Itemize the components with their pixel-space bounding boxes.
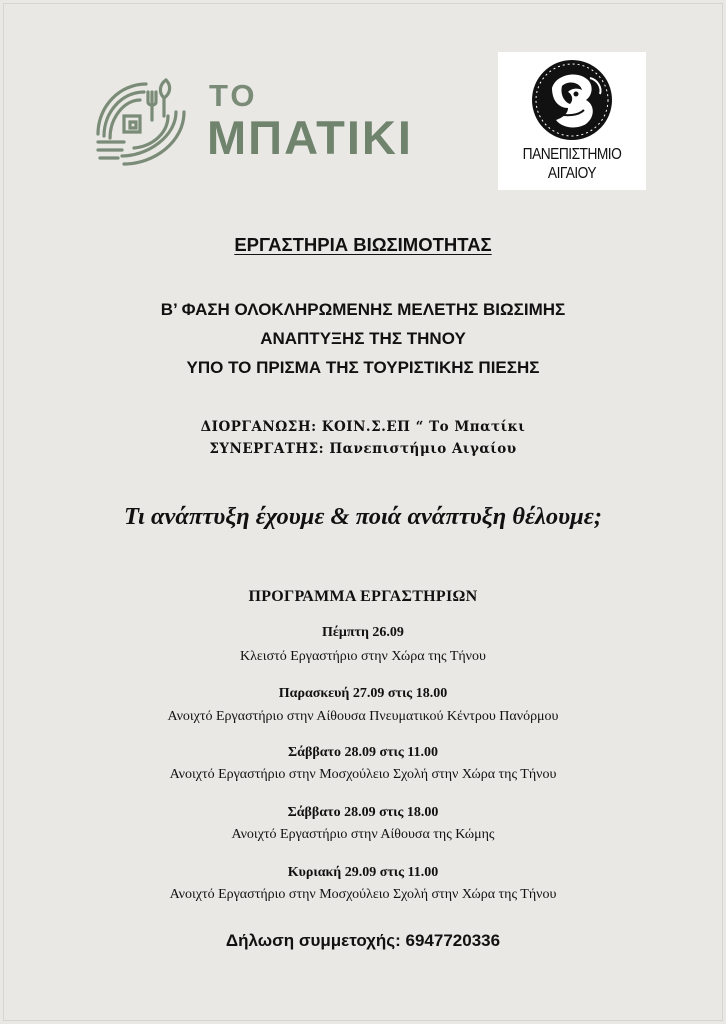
session-description: Ανοιχτό Εργαστήριο στην Αίθουσα της Κώμης [231,827,495,842]
session-date: Σάββατο 28.09 στις 18.00 [287,805,439,820]
session-date: Σάββατο 28.09 στις 11.00 [287,745,439,760]
university-logo-line2: ΑΙΓΑΙΟΥ [547,165,597,182]
phase-line-2: ΑΝΑΠΤΥΞΗΣ ΤΗΣ ΤΗΝΟΥ [260,329,466,348]
main-title: ΕΡΓΑΣΤΗΡΙΑ ΒΙΩΣΙΜΟΤΗΤΑΣ [234,234,492,255]
session-date: Παρασκευή 27.09 στις 18.00 [278,686,448,701]
headline-question: Τι ανάπτυξη έχουμε & ποιά ανάπτυξη θέλουμε; [123,503,602,530]
session-date: Κυριακή 29.09 στις 11.00 [287,865,439,880]
partner-line: ΣΥΝΕΡΓΑΤΗΣ: Πανεπιστήμιο Αιγαίου [209,441,517,457]
university-logo-line1: ΠΑΝΕΠΙΣΤΗΜΙΟ [522,146,622,163]
organizer-line: ΔΙΟΡΓΑΝΩΣΗ: ΚΟΙΝ.Σ.ΕΠ “ Το Μπατίκι [200,419,526,435]
registration-phone: Δήλωση συμμετοχής: 6947720336 [225,931,501,950]
phase-line-3: ΥΠΟ ΤΟ ΠΡΙΣΜΑ ΤΗΣ ΤΟΥΡΙΣΤΙΚΗΣ ΠΙΕΣΗΣ [186,358,540,377]
phase-line-1: Β’ ΦΑΣΗ ΟΛΟΚΛΗΡΩΜΕΝΗΣ ΜΕΛΕΤΗΣ ΒΙΩΣΙΜΗΣ [160,300,566,319]
session-description: Ανοιχτό Εργαστήριο στην Μοσχούλειο Σχολή στην Χώρα της Τήνου [169,767,557,782]
university-seal-icon [528,58,616,142]
batiki-logo [94,72,464,172]
batiki-logo-line1: ΤΟ [209,78,258,113]
session-date: Πέμπτη 26.09 [322,625,404,640]
batiki-emblem-icon [94,76,190,168]
batiki-logo-line2: ΜΠΑΤΙΚΙ [207,111,413,164]
university-logo [498,52,646,190]
session-description: Κλειστό Εργαστήριο στην Χώρα της Τήνου [240,649,486,664]
program-title: ΠΡΟΓΡΑΜΜΑ ΕΡΓΑΣΤΗΡΙΩΝ [248,588,478,605]
session-description: Ανοιχτό Εργαστήριο στην Αίθουσα Πνευματικού Κέντρου Πανόρμου [167,709,559,724]
session-description: Ανοιχτό Εργαστήριο στην Μοσχούλειο Σχολή στην Χώρα της Τήνου [169,887,557,902]
